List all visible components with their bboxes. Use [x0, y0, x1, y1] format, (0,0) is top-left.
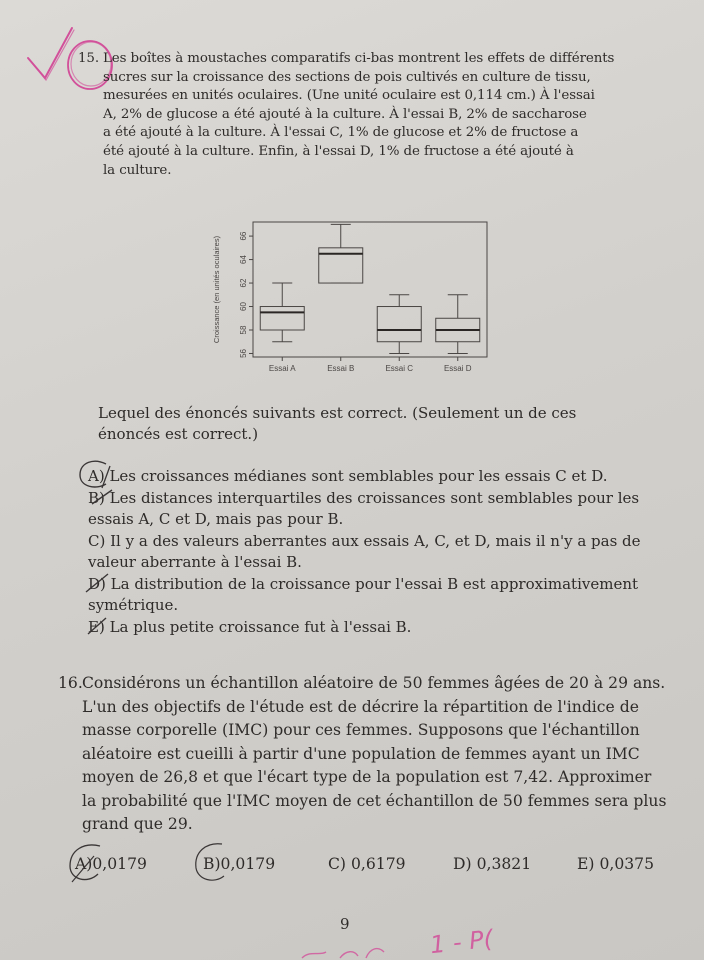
choice-label: D) [88, 574, 106, 593]
choice-c[interactable] [88, 531, 648, 574]
answer-value: 0,0375 [599, 855, 655, 873]
question-text-line: Les boîtes à moustaches comparatifs ci-bas montrent les effets de différents [103, 51, 615, 66]
x-tick-label: Essai B [327, 364, 355, 373]
y-tick-label: 64 [239, 255, 249, 265]
choice-e[interactable] [88, 617, 648, 639]
x-tick-label: Essai D [443, 364, 472, 373]
choice-label: A) [88, 467, 105, 485]
answer-label: E) [577, 855, 595, 873]
y-tick-label: 58 [239, 325, 249, 335]
question-text-line: mesurées en unités oculaires. (Une unité oculaire est 0,114 cm.) À l'essai [103, 88, 595, 104]
question-text-line: la culture. [103, 162, 172, 178]
question-text-line: a été ajouté à la culture. À l'essai C, 1% de glucose et 2% de fructose a [103, 125, 579, 141]
question-15-choices [88, 466, 648, 638]
answer-value: 0,3821 [476, 855, 532, 873]
question-15 [70, 50, 615, 180]
x-tick-label: Essai C [385, 364, 414, 373]
question-16 [58, 672, 667, 837]
question-number: 15. [78, 51, 99, 66]
question-text-line: été ajouté à la culture. Enfin, à l'essai D, 1% de fructose a été ajouté à [103, 143, 574, 159]
x-tick-label: Essai A [268, 364, 296, 373]
box-essai-c [377, 307, 421, 342]
y-axis-label: Croissance (en unités oculaires) [212, 235, 221, 344]
question-number: 16. [58, 674, 83, 692]
answer-a[interactable] [75, 855, 147, 873]
choice-label: B) [88, 488, 105, 507]
answer-label: D) [453, 855, 472, 873]
question-15-text [103, 50, 615, 180]
choice-text: Les distances interquartiles des croissances sont semblables pour les essais A, C et D, mais pas pour B. [88, 488, 640, 528]
choice-label: C) [88, 531, 106, 550]
box-essai-a [260, 307, 304, 330]
answer-e[interactable] [577, 855, 654, 873]
answer-label: A) [75, 855, 93, 873]
question-text-line: moyen de 26,8 et que l'écart type de la population est 7,42. Approximer [82, 768, 652, 786]
y-tick-label: 62 [239, 278, 249, 288]
handwritten-note: 1 - P( [428, 924, 495, 960]
choice-b[interactable] [88, 488, 648, 531]
question-text-line: aléatoire est cueilli à partir d'une population de femmes ayant un IMC [82, 744, 640, 763]
plot-frame [253, 222, 487, 357]
choice-label: E) [88, 617, 105, 636]
choice-text: Les croissances médianes sont semblables pour les essais C et D. [109, 467, 608, 485]
choice-text: La plus petite croissance fut à l'essai B. [109, 617, 412, 636]
boxplot-chart [205, 210, 495, 380]
choice-d[interactable] [88, 574, 648, 617]
choice-text: Il y a des valeurs aberrantes aux essais A, C, et D, mais il n'y a pas de valeur aberrante à l'essai B. [88, 531, 641, 571]
choice-text: La distribution de la croissance pour l'essai B est approximativement symétrique. [88, 574, 639, 614]
answer-d[interactable] [453, 855, 531, 873]
answer-value: 0,6179 [350, 855, 406, 873]
question-text-line: L'un des objectifs de l'étude est de décrire la répartition de l'indice de [82, 697, 639, 716]
question-text-line: sucres sur la croissance des sections de pois cultivés en culture de tissu, [103, 69, 591, 85]
page-number: 9 [340, 915, 350, 933]
question-text-line: Considérons un échantillon aléatoire de 50 femmes âgées de 20 à 29 ans. [82, 674, 666, 692]
choice-a[interactable] [88, 466, 648, 488]
y-tick-label: 66 [239, 231, 249, 241]
question-15-prompt: Lequel des énoncés suivants est correct. (Seulement un de ces énoncés est correct.) [98, 404, 577, 443]
question-text-line: la probabilité que l'IMC moyen de cet échantillon de 50 femmes sera plus [82, 791, 667, 810]
answer-value: 0,0179 [220, 855, 276, 873]
answer-c[interactable] [328, 855, 406, 873]
answer-label: C) [328, 855, 347, 873]
pink-scribble-icon [300, 940, 390, 960]
question-text-line: grand que 29. [82, 815, 193, 833]
y-tick-label: 56 [239, 349, 249, 358]
question-text-line: A, 2% de glucose a été ajouté à la culture. À l'essai B, 2% de saccharose [103, 106, 587, 122]
y-tick-label: 60 [239, 302, 249, 311]
answer-b[interactable] [203, 855, 275, 873]
question-16-text [82, 672, 667, 837]
question-text-line: masse corporelle (IMC) pour ces femmes. Supposons que l'échantillon [82, 721, 640, 739]
answer-value: 0,0179 [92, 855, 147, 873]
answer-label: B) [203, 855, 221, 873]
